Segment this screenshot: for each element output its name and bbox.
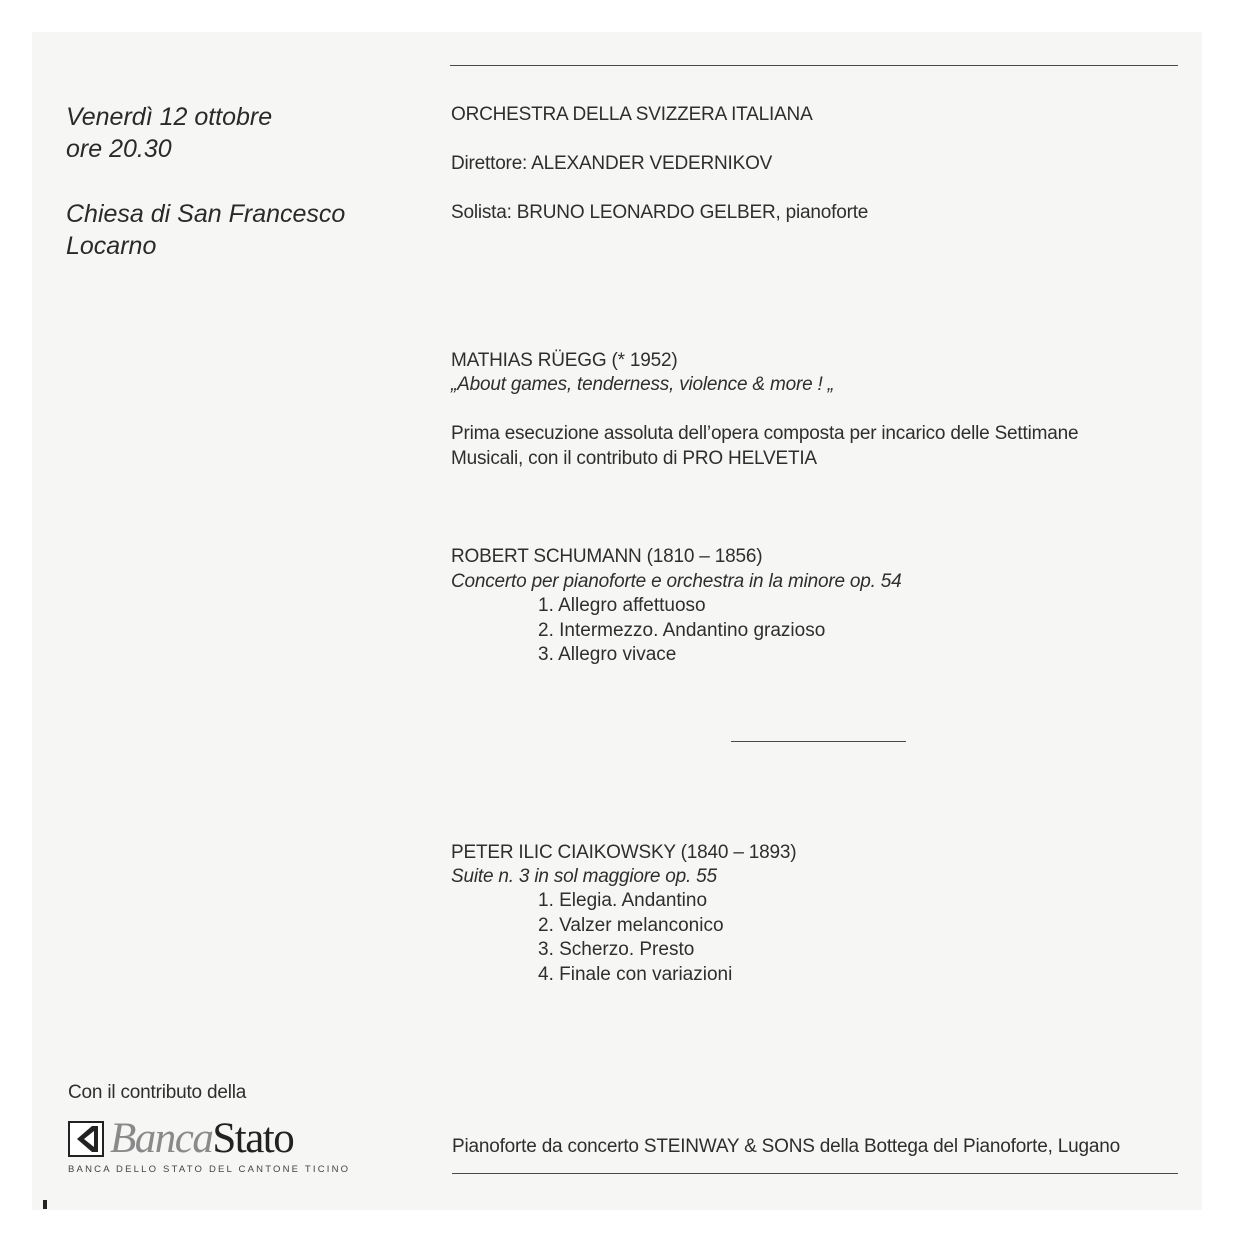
sponsor-subtitle: BANCA DELLO STATO DEL CANTONE TICINO [68,1164,351,1175]
movement-item: 2. Intermezzo. Andantino grazioso [538,619,826,641]
event-date: Venerdì 12 ottobre [66,103,273,131]
intermission-divider [731,741,906,742]
movement-item: 1. Allegro affettuoso [538,595,706,616]
piano-note: Pianoforte da concerto STEINWAY & SONS della Bottega del Pianoforte, Lugano [452,1136,1120,1157]
movement-item: 4. Finale con variazioni [538,964,733,986]
tchaikovsky-movements [538,889,732,988]
rueegg-note-line2: Musicali, con il contributo di PRO HELVETIA [451,448,817,469]
bancastato-logo-icon [68,1121,104,1157]
bottom-divider [452,1173,1178,1174]
orchestra-name: ORCHESTRA DELLA SVIZZERA ITALIANA [451,104,813,125]
event-time: ore 20.30 [66,135,172,163]
logo-stato: Stato [212,1115,294,1162]
logo-banca: Banca [110,1115,213,1162]
rueegg-note-line1: Prima esecuzione assoluta dell’opera composta per incarico delle Settimane [451,423,1079,444]
schumann-title: Concerto per pianoforte e orchestra in la minore op. 54 [451,571,902,592]
top-divider [450,65,1178,66]
tchaikovsky-composer: PETER ILIC CIAIKOWSKY (1840 – 1893) [451,842,797,863]
event-venue: Chiesa di San Francesco [66,200,346,228]
scan-mark [43,1200,47,1209]
soloist: Solista: BRUNO LEONARDO GELBER, pianoforte [451,202,869,223]
movement-item: 3. Scherzo. Presto [538,939,695,961]
rueegg-title: „About games, tenderness, violence & more ! „ [451,374,834,395]
sponsor-intro: Con il contributo della [68,1082,247,1103]
event-city: Locarno [66,232,157,260]
movement-item: 3. Allegro vivace [538,644,677,666]
schumann-movements [538,594,825,668]
rueegg-composer: MATHIAS RÜEGG (* 1952) [451,350,678,371]
schumann-composer: ROBERT SCHUMANN (1810 – 1856) [451,546,763,567]
movement-item: 2. Valzer melanconico [538,914,724,936]
conductor: Direttore: ALEXANDER VEDERNIKOV [451,153,773,174]
sponsor-logo-wordmark [110,1114,293,1164]
tchaikovsky-title: Suite n. 3 in sol maggiore op. 55 [451,866,717,887]
movement-item: 1. Elegia. Andantino [538,890,708,911]
